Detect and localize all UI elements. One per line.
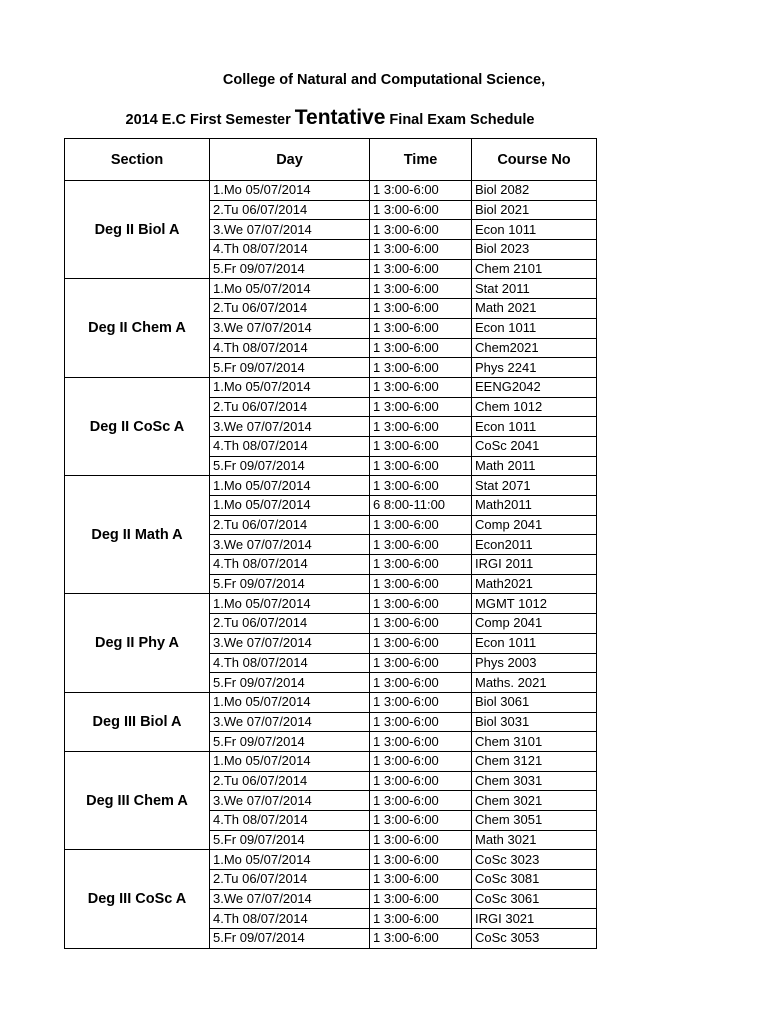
subtitle-tentative: Tentative bbox=[294, 106, 386, 129]
header-row bbox=[65, 139, 597, 181]
header-section: Section bbox=[65, 139, 210, 181]
time-cell: 1 3:00-6:00 bbox=[370, 299, 472, 319]
section-cell: Deg II Phy A bbox=[65, 594, 210, 692]
time-cell: 1 3:00-6:00 bbox=[370, 732, 472, 752]
day-cell: 3.We 07/07/2014 bbox=[210, 318, 370, 338]
day-cell: 5.Fr 09/07/2014 bbox=[210, 358, 370, 378]
section-cell: Deg III CoSc A bbox=[65, 850, 210, 948]
day-cell: 2.Tu 06/07/2014 bbox=[210, 771, 370, 791]
day-cell: 5.Fr 09/07/2014 bbox=[210, 830, 370, 850]
time-cell: 1 3:00-6:00 bbox=[370, 870, 472, 890]
course-no-cell: Math 3021 bbox=[472, 830, 597, 850]
table-row bbox=[65, 181, 597, 201]
day-cell: 4.Th 08/07/2014 bbox=[210, 909, 370, 929]
course-no-cell: Comp 2041 bbox=[472, 614, 597, 634]
course-no-cell: Phys 2003 bbox=[472, 653, 597, 673]
course-no-cell: Chem 3121 bbox=[472, 751, 597, 771]
time-cell: 1 3:00-6:00 bbox=[370, 417, 472, 437]
table-row bbox=[65, 476, 597, 496]
time-cell: 1 3:00-6:00 bbox=[370, 220, 472, 240]
time-cell: 1 3:00-6:00 bbox=[370, 358, 472, 378]
course-no-cell: Chem2021 bbox=[472, 338, 597, 358]
time-cell: 1 3:00-6:00 bbox=[370, 338, 472, 358]
course-no-cell: Biol 3031 bbox=[472, 712, 597, 732]
time-cell: 1 3:00-6:00 bbox=[370, 889, 472, 909]
table-row bbox=[65, 692, 597, 712]
section-cell: Deg III Biol A bbox=[65, 692, 210, 751]
time-cell: 1 3:00-6:00 bbox=[370, 909, 472, 929]
course-no-cell: Math2021 bbox=[472, 574, 597, 594]
day-cell: 3.We 07/07/2014 bbox=[210, 791, 370, 811]
course-no-cell: IRGI 2011 bbox=[472, 555, 597, 575]
time-cell: 1 3:00-6:00 bbox=[370, 830, 472, 850]
day-cell: 3.We 07/07/2014 bbox=[210, 889, 370, 909]
time-cell: 1 3:00-6:00 bbox=[370, 653, 472, 673]
course-no-cell: Econ 1011 bbox=[472, 417, 597, 437]
time-cell: 1 3:00-6:00 bbox=[370, 614, 472, 634]
section-cell: Deg III Chem A bbox=[65, 751, 210, 849]
document-title: College of Natural and Computational Science, bbox=[222, 72, 546, 88]
time-cell: 1 3:00-6:00 bbox=[370, 594, 472, 614]
course-no-cell: IRGI 3021 bbox=[472, 909, 597, 929]
day-cell: 1.Mo 05/07/2014 bbox=[210, 496, 370, 516]
course-no-cell: Econ 1011 bbox=[472, 220, 597, 240]
day-cell: 1.Mo 05/07/2014 bbox=[210, 594, 370, 614]
time-cell: 1 3:00-6:00 bbox=[370, 397, 472, 417]
time-cell: 1 3:00-6:00 bbox=[370, 751, 472, 771]
course-no-cell: Chem 3031 bbox=[472, 771, 597, 791]
day-cell: 1.Mo 05/07/2014 bbox=[210, 181, 370, 201]
time-cell: 1 3:00-6:00 bbox=[370, 811, 472, 831]
section-cell: Deg II Chem A bbox=[65, 279, 210, 377]
day-cell: 5.Fr 09/07/2014 bbox=[210, 259, 370, 279]
time-cell: 1 3:00-6:00 bbox=[370, 771, 472, 791]
course-no-cell: Chem 3051 bbox=[472, 811, 597, 831]
course-no-cell: Chem 3021 bbox=[472, 791, 597, 811]
header-course-no: Course No bbox=[472, 139, 597, 181]
day-cell: 1.Mo 05/07/2014 bbox=[210, 692, 370, 712]
course-no-cell: Math2011 bbox=[472, 496, 597, 516]
day-cell: 4.Th 08/07/2014 bbox=[210, 338, 370, 358]
time-cell: 1 3:00-6:00 bbox=[370, 476, 472, 496]
day-cell: 3.We 07/07/2014 bbox=[210, 712, 370, 732]
time-cell: 1 3:00-6:00 bbox=[370, 929, 472, 949]
day-cell: 2.Tu 06/07/2014 bbox=[210, 870, 370, 890]
table-row bbox=[65, 850, 597, 870]
day-cell: 3.We 07/07/2014 bbox=[210, 633, 370, 653]
course-no-cell: Stat 2071 bbox=[472, 476, 597, 496]
day-cell: 3.We 07/07/2014 bbox=[210, 417, 370, 437]
section-cell: Deg II Biol A bbox=[65, 181, 210, 279]
table-row bbox=[65, 279, 597, 299]
day-cell: 1.Mo 05/07/2014 bbox=[210, 377, 370, 397]
day-cell: 3.We 07/07/2014 bbox=[210, 220, 370, 240]
day-cell: 1.Mo 05/07/2014 bbox=[210, 751, 370, 771]
course-no-cell: Chem 2101 bbox=[472, 259, 597, 279]
course-no-cell: CoSc 3053 bbox=[472, 929, 597, 949]
subtitle-prefix: 2014 E.C First Semester bbox=[125, 112, 295, 128]
day-cell: 1.Mo 05/07/2014 bbox=[210, 279, 370, 299]
time-cell: 1 3:00-6:00 bbox=[370, 692, 472, 712]
time-cell: 1 3:00-6:00 bbox=[370, 633, 472, 653]
course-no-cell: Maths. 2021 bbox=[472, 673, 597, 693]
table-row bbox=[65, 751, 597, 771]
subtitle-suffix: Final Exam Schedule bbox=[385, 112, 535, 128]
time-cell: 1 3:00-6:00 bbox=[370, 436, 472, 456]
time-cell: 1 3:00-6:00 bbox=[370, 240, 472, 260]
day-cell: 3.We 07/07/2014 bbox=[210, 535, 370, 555]
time-cell: 1 3:00-6:00 bbox=[370, 791, 472, 811]
course-no-cell: EENG2042 bbox=[472, 377, 597, 397]
time-cell: 1 3:00-6:00 bbox=[370, 377, 472, 397]
day-cell: 2.Tu 06/07/2014 bbox=[210, 200, 370, 220]
table-row bbox=[65, 594, 597, 614]
day-cell: 4.Th 08/07/2014 bbox=[210, 555, 370, 575]
time-cell: 1 3:00-6:00 bbox=[370, 535, 472, 555]
time-cell: 1 3:00-6:00 bbox=[370, 181, 472, 201]
time-cell: 1 3:00-6:00 bbox=[370, 673, 472, 693]
table-row bbox=[65, 377, 597, 397]
day-cell: 2.Tu 06/07/2014 bbox=[210, 515, 370, 535]
course-no-cell: Biol 2023 bbox=[472, 240, 597, 260]
section-cell: Deg II CoSc A bbox=[65, 377, 210, 475]
day-cell: 2.Tu 06/07/2014 bbox=[210, 614, 370, 634]
course-no-cell: CoSc 3023 bbox=[472, 850, 597, 870]
day-cell: 4.Th 08/07/2014 bbox=[210, 811, 370, 831]
course-no-cell: Math 2011 bbox=[472, 456, 597, 476]
document-subtitle bbox=[0, 106, 660, 130]
day-cell: 4.Th 08/07/2014 bbox=[210, 653, 370, 673]
course-no-cell: Chem 1012 bbox=[472, 397, 597, 417]
day-cell: 1.Mo 05/07/2014 bbox=[210, 476, 370, 496]
time-cell: 1 3:00-6:00 bbox=[370, 515, 472, 535]
course-no-cell: Biol 2021 bbox=[472, 200, 597, 220]
day-cell: 4.Th 08/07/2014 bbox=[210, 436, 370, 456]
day-cell: 5.Fr 09/07/2014 bbox=[210, 673, 370, 693]
day-cell: 2.Tu 06/07/2014 bbox=[210, 299, 370, 319]
course-no-cell: Biol 2082 bbox=[472, 181, 597, 201]
exam-schedule-table bbox=[64, 138, 597, 949]
time-cell: 1 3:00-6:00 bbox=[370, 850, 472, 870]
day-cell: 5.Fr 09/07/2014 bbox=[210, 574, 370, 594]
section-cell: Deg II Math A bbox=[65, 476, 210, 594]
course-no-cell: Phys 2241 bbox=[472, 358, 597, 378]
time-cell: 1 3:00-6:00 bbox=[370, 259, 472, 279]
schedule-body bbox=[65, 181, 597, 949]
day-cell: 5.Fr 09/07/2014 bbox=[210, 732, 370, 752]
course-no-cell: CoSc 2041 bbox=[472, 436, 597, 456]
course-no-cell: Stat 2011 bbox=[472, 279, 597, 299]
course-no-cell: Comp 2041 bbox=[472, 515, 597, 535]
course-no-cell: Econ2011 bbox=[472, 535, 597, 555]
course-no-cell: CoSc 3061 bbox=[472, 889, 597, 909]
course-no-cell: Math 2021 bbox=[472, 299, 597, 319]
time-cell: 1 3:00-6:00 bbox=[370, 456, 472, 476]
time-cell: 1 3:00-6:00 bbox=[370, 318, 472, 338]
day-cell: 2.Tu 06/07/2014 bbox=[210, 397, 370, 417]
time-cell: 1 3:00-6:00 bbox=[370, 574, 472, 594]
time-cell: 1 3:00-6:00 bbox=[370, 200, 472, 220]
time-cell: 1 3:00-6:00 bbox=[370, 555, 472, 575]
time-cell: 6 8:00-11:00 bbox=[370, 496, 472, 516]
header-day: Day bbox=[210, 139, 370, 181]
day-cell: 1.Mo 05/07/2014 bbox=[210, 850, 370, 870]
course-no-cell: Chem 3101 bbox=[472, 732, 597, 752]
course-no-cell: Econ 1011 bbox=[472, 318, 597, 338]
course-no-cell: Econ 1011 bbox=[472, 633, 597, 653]
day-cell: 4.Th 08/07/2014 bbox=[210, 240, 370, 260]
header-time: Time bbox=[370, 139, 472, 181]
course-no-cell: CoSc 3081 bbox=[472, 870, 597, 890]
day-cell: 5.Fr 09/07/2014 bbox=[210, 456, 370, 476]
course-no-cell: MGMT 1012 bbox=[472, 594, 597, 614]
course-no-cell: Biol 3061 bbox=[472, 692, 597, 712]
time-cell: 1 3:00-6:00 bbox=[370, 279, 472, 299]
day-cell: 5.Fr 09/07/2014 bbox=[210, 929, 370, 949]
time-cell: 1 3:00-6:00 bbox=[370, 712, 472, 732]
